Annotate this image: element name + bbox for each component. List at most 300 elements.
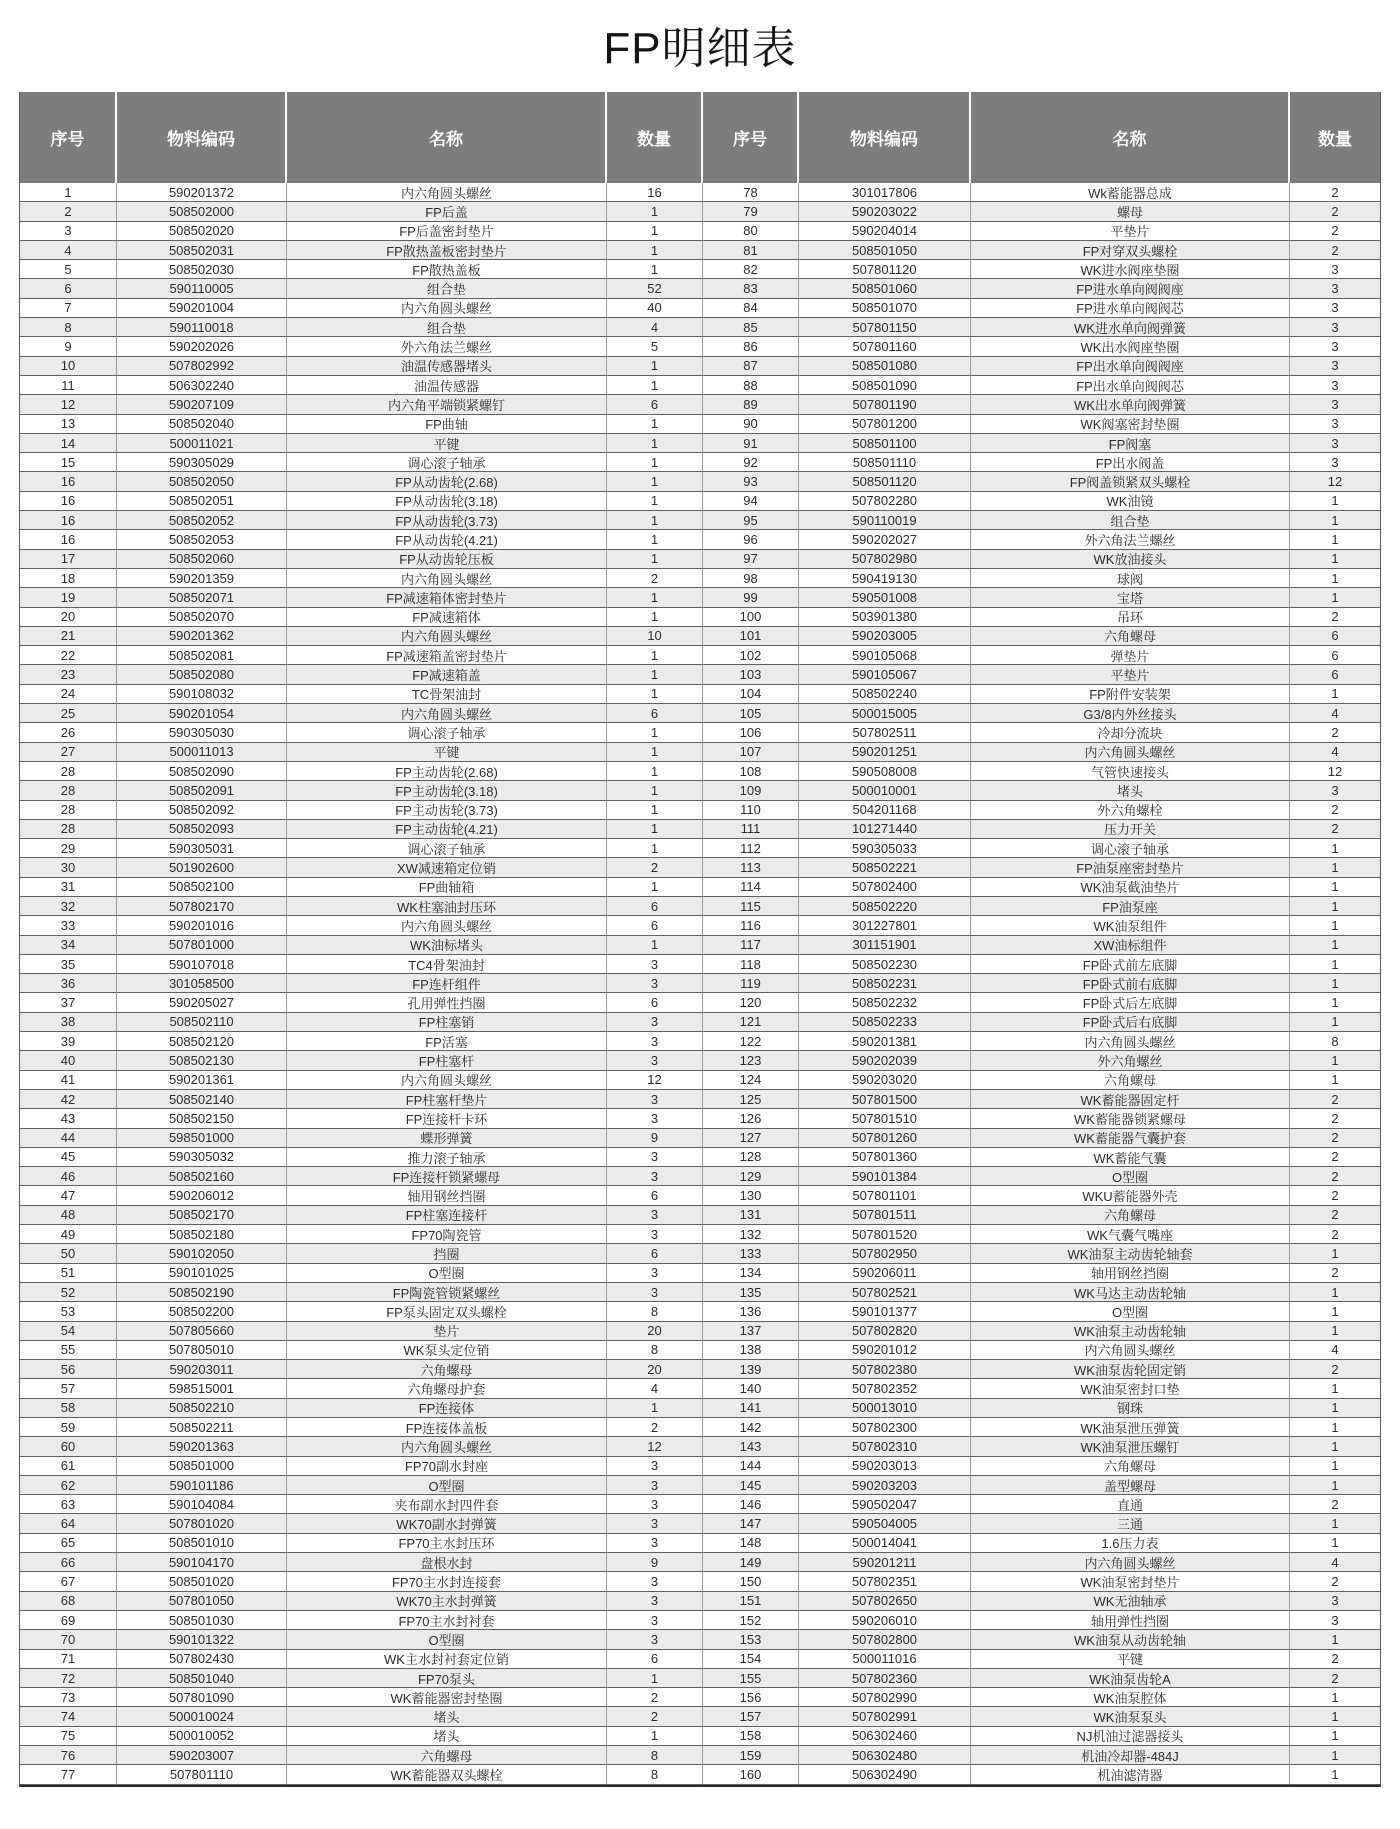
- qty-cell-left: 3: [607, 1630, 703, 1649]
- table-row: [20, 395, 1380, 414]
- table-row: [20, 1244, 1380, 1263]
- code-cell-left: 508502093: [117, 820, 287, 839]
- seq-cell-right: 87: [703, 357, 799, 376]
- code-cell-left: 507805010: [117, 1341, 287, 1360]
- qty-cell-left: 3: [607, 1572, 703, 1591]
- name-cell-right: O型圈: [971, 1167, 1290, 1186]
- qty-cell-left: 1: [607, 260, 703, 279]
- seq-cell-left: 15: [20, 453, 117, 472]
- name-cell-right: 机油滤清器: [971, 1765, 1290, 1784]
- qty-cell-right: 2: [1290, 1109, 1380, 1128]
- qty-cell-right: 2: [1290, 723, 1380, 742]
- seq-cell-left: 60: [20, 1437, 117, 1456]
- table-row: [20, 646, 1380, 665]
- qty-cell-left: 3: [607, 1514, 703, 1533]
- name-cell-left: 平键: [287, 743, 607, 762]
- name-cell-right: G3/8内外丝接头: [971, 704, 1290, 723]
- code-cell-left: 590108032: [117, 685, 287, 704]
- seq-cell-left: 18: [20, 569, 117, 588]
- seq-cell-left: 31: [20, 878, 117, 897]
- name-cell-left: FP柱塞销: [287, 1013, 607, 1032]
- qty-cell-left: 1: [607, 511, 703, 530]
- qty-cell-right: 2: [1290, 801, 1380, 820]
- table-row: [20, 260, 1380, 279]
- table-row: [20, 916, 1380, 935]
- seq-cell-left: 27: [20, 743, 117, 762]
- qty-cell-right: 1: [1290, 974, 1380, 993]
- seq-cell-right: 119: [703, 974, 799, 993]
- table-row: [20, 588, 1380, 607]
- qty-cell-right: 3: [1290, 357, 1380, 376]
- table-row: [20, 1688, 1380, 1707]
- table-row: [20, 569, 1380, 588]
- qty-cell-left: 8: [607, 1746, 703, 1765]
- name-cell-left: FP散热盖板密封垫片: [287, 241, 607, 260]
- name-cell-right: WK油泵齿轮固定销: [971, 1360, 1290, 1379]
- qty-cell-right: 6: [1290, 627, 1380, 646]
- table-row: [20, 530, 1380, 549]
- code-cell-right: 590201211: [799, 1553, 971, 1572]
- seq-cell-left: 10: [20, 357, 117, 376]
- code-cell-right: 508501060: [799, 279, 971, 298]
- table-row: [20, 1071, 1380, 1090]
- table-row: [20, 1476, 1380, 1495]
- seq-cell-left: 42: [20, 1090, 117, 1109]
- code-cell-left: 507805660: [117, 1322, 287, 1341]
- name-cell-left: 挡圈: [287, 1244, 607, 1263]
- seq-cell-right: 140: [703, 1379, 799, 1398]
- qty-cell-right: 2: [1290, 1495, 1380, 1514]
- name-cell-right: XW油标组件: [971, 936, 1290, 955]
- table-row: [20, 1765, 1380, 1784]
- code-cell-left: 507801020: [117, 1514, 287, 1533]
- qty-cell-right: 1: [1290, 550, 1380, 569]
- seq-cell-left: 30: [20, 858, 117, 877]
- seq-cell-left: 20: [20, 608, 117, 627]
- code-cell-right: 590201012: [799, 1341, 971, 1360]
- name-cell-right: WK进水阀座垫圈: [971, 260, 1290, 279]
- seq-cell-left: 22: [20, 646, 117, 665]
- seq-cell-right: 114: [703, 878, 799, 897]
- seq-cell-right: 157: [703, 1707, 799, 1726]
- seq-cell-right: 158: [703, 1727, 799, 1746]
- qty-cell-right: 4: [1290, 1553, 1380, 1572]
- code-cell-right: 507802360: [799, 1669, 971, 1688]
- seq-cell-left: 36: [20, 974, 117, 993]
- table-row: [20, 415, 1380, 434]
- header-seq-right: 序号: [703, 92, 799, 183]
- name-cell-right: 调心滚子轴承: [971, 839, 1290, 858]
- name-cell-right: FP阀塞: [971, 434, 1290, 453]
- seq-cell-left: 16: [20, 472, 117, 491]
- code-cell-left: 590110018: [117, 318, 287, 337]
- seq-cell-right: 153: [703, 1630, 799, 1649]
- code-cell-left: 590101186: [117, 1476, 287, 1495]
- name-cell-left: 内六角圆头螺丝: [287, 1437, 607, 1456]
- code-cell-left: 590104170: [117, 1553, 287, 1572]
- table-row: [20, 1379, 1380, 1398]
- qty-cell-right: 3: [1290, 279, 1380, 298]
- table-row: [20, 1495, 1380, 1514]
- qty-cell-left: 2: [607, 569, 703, 588]
- code-cell-left: 590205027: [117, 993, 287, 1012]
- name-cell-right: FP油泵座密封垫片: [971, 858, 1290, 877]
- qty-cell-right: 1: [1290, 1244, 1380, 1263]
- code-cell-right: 507802310: [799, 1437, 971, 1456]
- seq-cell-left: 49: [20, 1225, 117, 1244]
- seq-cell-left: 17: [20, 550, 117, 569]
- qty-cell-right: 3: [1290, 260, 1380, 279]
- code-cell-left: 500010024: [117, 1707, 287, 1726]
- code-cell-left: 507801000: [117, 936, 287, 955]
- seq-cell-left: 45: [20, 1148, 117, 1167]
- qty-cell-left: 6: [607, 395, 703, 414]
- code-cell-left: 590305031: [117, 839, 287, 858]
- code-cell-left: 508502120: [117, 1032, 287, 1051]
- seq-cell-right: 92: [703, 453, 799, 472]
- code-cell-left: 508502050: [117, 472, 287, 491]
- qty-cell-right: 3: [1290, 1592, 1380, 1611]
- seq-cell-right: 96: [703, 530, 799, 549]
- code-cell-left: 508501020: [117, 1572, 287, 1591]
- name-cell-right: FP卧式后右底脚: [971, 1013, 1290, 1032]
- seq-cell-left: 69: [20, 1611, 117, 1630]
- code-cell-left: 590201054: [117, 704, 287, 723]
- code-cell-left: 598515001: [117, 1379, 287, 1398]
- name-cell-right: FP卧式前左底脚: [971, 955, 1290, 974]
- code-cell-left: 508502081: [117, 646, 287, 665]
- name-cell-right: 内六角圆头螺丝: [971, 1341, 1290, 1360]
- qty-cell-right: 1: [1290, 1379, 1380, 1398]
- qty-cell-left: 8: [607, 1302, 703, 1321]
- code-cell-right: 508501090: [799, 376, 971, 395]
- seq-cell-left: 19: [20, 588, 117, 607]
- code-cell-left: 508502100: [117, 878, 287, 897]
- seq-cell-right: 122: [703, 1032, 799, 1051]
- name-cell-left: 内六角圆头螺丝: [287, 1071, 607, 1090]
- qty-cell-left: 1: [607, 530, 703, 549]
- code-cell-left: 508501000: [117, 1457, 287, 1476]
- table-row: [20, 608, 1380, 627]
- code-cell-left: 590207109: [117, 395, 287, 414]
- qty-cell-right: 2: [1290, 1360, 1380, 1379]
- table-row: [20, 1264, 1380, 1283]
- code-cell-right: 301227801: [799, 916, 971, 935]
- code-cell-right: 590502047: [799, 1495, 971, 1514]
- qty-cell-right: 2: [1290, 202, 1380, 221]
- code-cell-right: 507802351: [799, 1572, 971, 1591]
- seq-cell-left: 47: [20, 1186, 117, 1205]
- seq-cell-left: 66: [20, 1553, 117, 1572]
- qty-cell-left: 1: [607, 1669, 703, 1688]
- qty-cell-right: 3: [1290, 415, 1380, 434]
- code-cell-right: 508502240: [799, 685, 971, 704]
- name-cell-left: FP70主水封连接套: [287, 1572, 607, 1591]
- seq-cell-right: 147: [703, 1514, 799, 1533]
- code-cell-right: 507802990: [799, 1688, 971, 1707]
- code-cell-left: 590201016: [117, 916, 287, 935]
- seq-cell-right: 90: [703, 415, 799, 434]
- name-cell-right: WK油泵组件: [971, 916, 1290, 935]
- table-row: [20, 1457, 1380, 1476]
- qty-cell-left: 1: [607, 472, 703, 491]
- qty-cell-right: 1: [1290, 1457, 1380, 1476]
- table-row: [20, 1572, 1380, 1591]
- table-row: [20, 993, 1380, 1012]
- name-cell-right: 组合垫: [971, 511, 1290, 530]
- qty-cell-left: 3: [607, 1592, 703, 1611]
- seq-cell-right: 98: [703, 569, 799, 588]
- name-cell-left: FP主动齿轮(2.68): [287, 762, 607, 781]
- seq-cell-left: 1: [20, 183, 117, 202]
- seq-cell-left: 11: [20, 376, 117, 395]
- code-cell-left: 508501040: [117, 1669, 287, 1688]
- name-cell-left: FP从动齿轮(3.18): [287, 492, 607, 511]
- name-cell-right: FP油泵座: [971, 897, 1290, 916]
- seq-cell-left: 41: [20, 1071, 117, 1090]
- name-cell-left: FP连接杆卡环: [287, 1109, 607, 1128]
- qty-cell-right: 8: [1290, 1032, 1380, 1051]
- seq-cell-left: 40: [20, 1051, 117, 1070]
- seq-cell-left: 37: [20, 993, 117, 1012]
- seq-cell-right: 143: [703, 1437, 799, 1456]
- qty-cell-right: 3: [1290, 1611, 1380, 1630]
- qty-cell-left: 3: [607, 1283, 703, 1302]
- name-cell-right: 宝塔: [971, 588, 1290, 607]
- qty-cell-left: 6: [607, 1650, 703, 1669]
- code-cell-right: 507802511: [799, 723, 971, 742]
- table-row: [20, 704, 1380, 723]
- name-cell-right: FP卧式后左底脚: [971, 993, 1290, 1012]
- seq-cell-right: 135: [703, 1283, 799, 1302]
- seq-cell-left: 65: [20, 1534, 117, 1553]
- qty-cell-right: 2: [1290, 183, 1380, 202]
- name-cell-left: 油温传感器堵头: [287, 357, 607, 376]
- name-cell-right: WK油镜: [971, 492, 1290, 511]
- code-cell-right: 508502230: [799, 955, 971, 974]
- qty-cell-left: 1: [607, 550, 703, 569]
- table-row: [20, 1341, 1380, 1360]
- code-cell-right: 508502231: [799, 974, 971, 993]
- qty-cell-left: 9: [607, 1553, 703, 1572]
- code-cell-left: 508502000: [117, 202, 287, 221]
- name-cell-left: 轴用钢丝挡圈: [287, 1186, 607, 1205]
- code-cell-left: 590201362: [117, 627, 287, 646]
- code-cell-right: 506302460: [799, 1727, 971, 1746]
- code-cell-right: 506302490: [799, 1765, 971, 1784]
- name-cell-left: WK主水封衬套定位销: [287, 1650, 607, 1669]
- header-name-right: 名称: [971, 92, 1290, 183]
- name-cell-left: FP柱塞杆垫片: [287, 1090, 607, 1109]
- qty-cell-right: 1: [1290, 858, 1380, 877]
- seq-cell-right: 104: [703, 685, 799, 704]
- name-cell-left: 推力滚子轴承: [287, 1148, 607, 1167]
- seq-cell-right: 138: [703, 1341, 799, 1360]
- name-cell-left: FP从动齿轮(3.73): [287, 511, 607, 530]
- code-cell-right: 507802521: [799, 1283, 971, 1302]
- qty-cell-left: 1: [607, 415, 703, 434]
- qty-cell-right: 1: [1290, 530, 1380, 549]
- seq-cell-left: 9: [20, 337, 117, 356]
- code-cell-right: 500013010: [799, 1399, 971, 1418]
- name-cell-right: 六角螺母: [971, 1071, 1290, 1090]
- name-cell-left: FP连接杆锁紧螺母: [287, 1167, 607, 1186]
- code-cell-right: 507802800: [799, 1630, 971, 1649]
- qty-cell-right: 4: [1290, 743, 1380, 762]
- qty-cell-right: 2: [1290, 222, 1380, 241]
- name-cell-left: 内六角圆头螺丝: [287, 183, 607, 202]
- seq-cell-left: 67: [20, 1572, 117, 1591]
- code-cell-right: 508501100: [799, 434, 971, 453]
- seq-cell-right: 102: [703, 646, 799, 665]
- qty-cell-left: 1: [607, 646, 703, 665]
- seq-cell-left: 25: [20, 704, 117, 723]
- table-row: [20, 762, 1380, 781]
- code-cell-right: 507802980: [799, 550, 971, 569]
- name-cell-left: 堵头: [287, 1727, 607, 1746]
- name-cell-left: FP从动齿轮(4.21): [287, 530, 607, 549]
- name-cell-right: FP附件安装架: [971, 685, 1290, 704]
- qty-cell-right: 1: [1290, 1399, 1380, 1418]
- name-cell-right: 压力开关: [971, 820, 1290, 839]
- code-cell-left: 507801090: [117, 1688, 287, 1707]
- name-cell-left: FP70主水封压环: [287, 1534, 607, 1553]
- qty-cell-left: 3: [607, 1167, 703, 1186]
- code-cell-right: 508501080: [799, 357, 971, 376]
- name-cell-right: 六角螺母: [971, 1457, 1290, 1476]
- qty-cell-left: 1: [607, 222, 703, 241]
- name-cell-left: TC4骨架油封: [287, 955, 607, 974]
- seq-cell-right: 159: [703, 1746, 799, 1765]
- seq-cell-right: 116: [703, 916, 799, 935]
- qty-cell-left: 8: [607, 1341, 703, 1360]
- seq-cell-right: 94: [703, 492, 799, 511]
- qty-cell-left: 3: [607, 1109, 703, 1128]
- qty-cell-right: 3: [1290, 434, 1380, 453]
- seq-cell-right: 152: [703, 1611, 799, 1630]
- seq-cell-right: 93: [703, 472, 799, 491]
- code-cell-left: 590206012: [117, 1186, 287, 1205]
- qty-cell-left: 1: [607, 665, 703, 684]
- qty-cell-left: 1: [607, 202, 703, 221]
- name-cell-right: Wk蓄能器总成: [971, 183, 1290, 202]
- qty-cell-left: 1: [607, 820, 703, 839]
- code-cell-right: 590203005: [799, 627, 971, 646]
- table-row: [20, 1592, 1380, 1611]
- name-cell-left: FP70副水封座: [287, 1457, 607, 1476]
- header-seq-left: 序号: [20, 92, 117, 183]
- table-row: [20, 453, 1380, 472]
- qty-cell-left: 3: [607, 1534, 703, 1553]
- table-row: [20, 1322, 1380, 1341]
- code-cell-left: 508501030: [117, 1611, 287, 1630]
- name-cell-right: WK油泵腔体: [971, 1688, 1290, 1707]
- table-row: [20, 858, 1380, 877]
- code-cell-left: 590201372: [117, 183, 287, 202]
- name-cell-right: 三通: [971, 1514, 1290, 1533]
- seq-cell-right: 84: [703, 299, 799, 318]
- name-cell-left: 六角螺母护套: [287, 1379, 607, 1398]
- qty-cell-right: 1: [1290, 1765, 1380, 1784]
- code-cell-left: 500010052: [117, 1727, 287, 1746]
- page-title: FP明细表: [603, 24, 797, 73]
- seq-cell-left: 73: [20, 1688, 117, 1707]
- code-cell-left: 508502040: [117, 415, 287, 434]
- code-cell-right: 590206011: [799, 1264, 971, 1283]
- qty-cell-right: 1: [1290, 1051, 1380, 1070]
- seq-cell-left: 7: [20, 299, 117, 318]
- qty-cell-right: 6: [1290, 646, 1380, 665]
- qty-cell-left: 1: [607, 376, 703, 395]
- code-cell-left: 508502052: [117, 511, 287, 530]
- code-cell-right: 101271440: [799, 820, 971, 839]
- table-row: [20, 955, 1380, 974]
- code-cell-right: 590201381: [799, 1032, 971, 1051]
- name-cell-left: FP曲轴箱: [287, 878, 607, 897]
- qty-cell-left: 3: [607, 1476, 703, 1495]
- name-cell-right: WK油泵密封口垫: [971, 1379, 1290, 1398]
- seq-cell-left: 33: [20, 916, 117, 935]
- name-cell-left: FP主动齿轮(3.73): [287, 801, 607, 820]
- qty-cell-right: 2: [1290, 1264, 1380, 1283]
- name-cell-left: FP70主水封衬套: [287, 1611, 607, 1630]
- name-cell-right: 机油冷却器-484J: [971, 1746, 1290, 1765]
- seq-cell-right: 100: [703, 608, 799, 627]
- code-cell-left: 590201363: [117, 1437, 287, 1456]
- code-cell-right: 590110019: [799, 511, 971, 530]
- qty-cell-right: 2: [1290, 1669, 1380, 1688]
- seq-cell-left: 6: [20, 279, 117, 298]
- name-cell-left: 调心滚子轴承: [287, 453, 607, 472]
- qty-cell-left: 1: [607, 453, 703, 472]
- qty-cell-left: 3: [607, 1225, 703, 1244]
- code-cell-left: 508502070: [117, 608, 287, 627]
- code-cell-right: 507802650: [799, 1592, 971, 1611]
- code-cell-left: 508502030: [117, 260, 287, 279]
- qty-cell-right: 2: [1290, 1650, 1380, 1669]
- code-cell-left: 590201359: [117, 569, 287, 588]
- table-row: [20, 974, 1380, 993]
- header-name-left: 名称: [287, 92, 607, 183]
- name-cell-left: O型圈: [287, 1476, 607, 1495]
- table-row: [20, 1437, 1380, 1456]
- qty-cell-left: 40: [607, 299, 703, 318]
- qty-cell-left: 5: [607, 337, 703, 356]
- code-cell-right: 590203203: [799, 1476, 971, 1495]
- qty-cell-left: 16: [607, 183, 703, 202]
- seq-cell-right: 91: [703, 434, 799, 453]
- name-cell-right: 平垫片: [971, 222, 1290, 241]
- name-cell-right: 盖型螺母: [971, 1476, 1290, 1495]
- code-cell-left: 590201004: [117, 299, 287, 318]
- name-cell-right: FP进水单向阀阀芯: [971, 299, 1290, 318]
- seq-cell-left: 64: [20, 1514, 117, 1533]
- seq-cell-right: 136: [703, 1302, 799, 1321]
- name-cell-right: WK进水单向阀弹簧: [971, 318, 1290, 337]
- code-cell-right: 507801160: [799, 337, 971, 356]
- table-row: [20, 897, 1380, 916]
- qty-cell-left: 1: [607, 878, 703, 897]
- name-cell-left: FP70陶瓷管: [287, 1225, 607, 1244]
- name-cell-left: FP减速箱体密封垫片: [287, 588, 607, 607]
- code-cell-left: 508502140: [117, 1090, 287, 1109]
- table-row: [20, 685, 1380, 704]
- name-cell-left: 组合垫: [287, 318, 607, 337]
- name-cell-left: 六角螺母: [287, 1746, 607, 1765]
- seq-cell-left: 55: [20, 1341, 117, 1360]
- name-cell-right: WK蓄能器固定杆: [971, 1090, 1290, 1109]
- code-cell-left: 508502130: [117, 1051, 287, 1070]
